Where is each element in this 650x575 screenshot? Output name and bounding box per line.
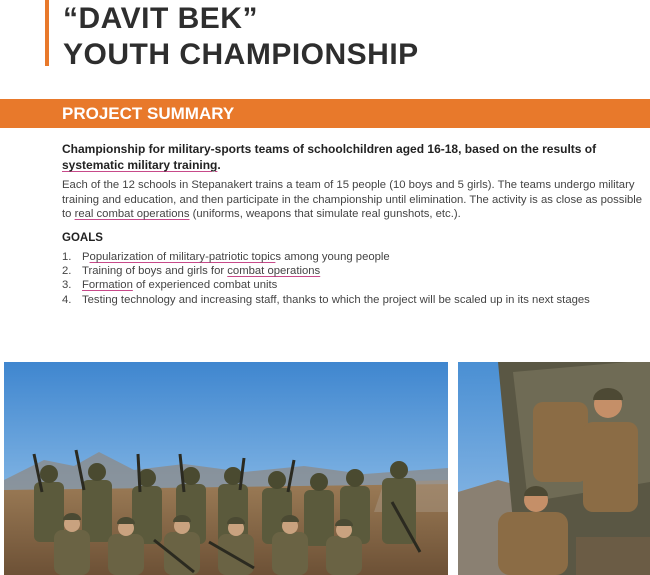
goals-list: [62, 250, 650, 307]
goal-number: 2.: [62, 265, 72, 278]
body-highlight-real-combat-operations: real combat operations: [74, 208, 190, 220]
goal-text-before: Testing technology and increasing staff, thanks to which the project will be scaled up in its next stages: [82, 293, 590, 306]
body-text-part-2: (uniforms, weapons that simulate real gunshots, etc.).: [189, 208, 461, 220]
goal-text-before: P: [82, 251, 90, 263]
goals-heading: GOALS: [62, 232, 103, 244]
lead-highlight-systematic-military-training: systematic military training: [62, 158, 218, 172]
goal-text-before: Training of boys and girls for: [82, 265, 228, 278]
title-accent-bar: [45, 0, 49, 66]
goal-text-highlight: Formation: [82, 279, 133, 292]
goal-text-highlight: combat operations: [227, 265, 321, 278]
goal-text-highlight: opularization of military-patriotic topic: [89, 251, 276, 263]
project-summary-band: [0, 99, 650, 128]
lead-text-part-1: Championship for military-sports teams of schoolchildren aged 16-18, based on the results of: [62, 142, 597, 156]
training-action-photo: [458, 362, 650, 575]
lead-text-part-2: .: [217, 158, 221, 172]
goal-text-after: s among young people: [275, 251, 390, 263]
goal-item-2: [62, 264, 650, 278]
goal-item-4: [62, 293, 650, 307]
goal-number: 4.: [62, 293, 72, 306]
summary-lead-paragraph: [62, 141, 648, 173]
goal-number: 3.: [62, 279, 72, 292]
goal-number: 1.: [62, 251, 72, 263]
summary-body-paragraph: [62, 178, 650, 222]
project-summary-heading: PROJECT SUMMARY: [62, 104, 235, 123]
goal-text-after: of experienced combat units: [132, 279, 278, 292]
body-text-part-1: Each of the 12 schools in Stepanakert trains a team of 15 people (10 boys and 5 girls). The teams undergo military training and education, and then participate in the championship until elimination. The activity is as close as possible to: [62, 179, 643, 220]
goal-item-1: [62, 250, 650, 264]
page-title-line-2: YOUTH CHAMPIONSHIP: [63, 38, 419, 71]
page-title-line-1: “DAVIT BEK”: [63, 2, 258, 35]
team-group-photo: [4, 362, 448, 575]
goal-item-3: [62, 278, 650, 292]
